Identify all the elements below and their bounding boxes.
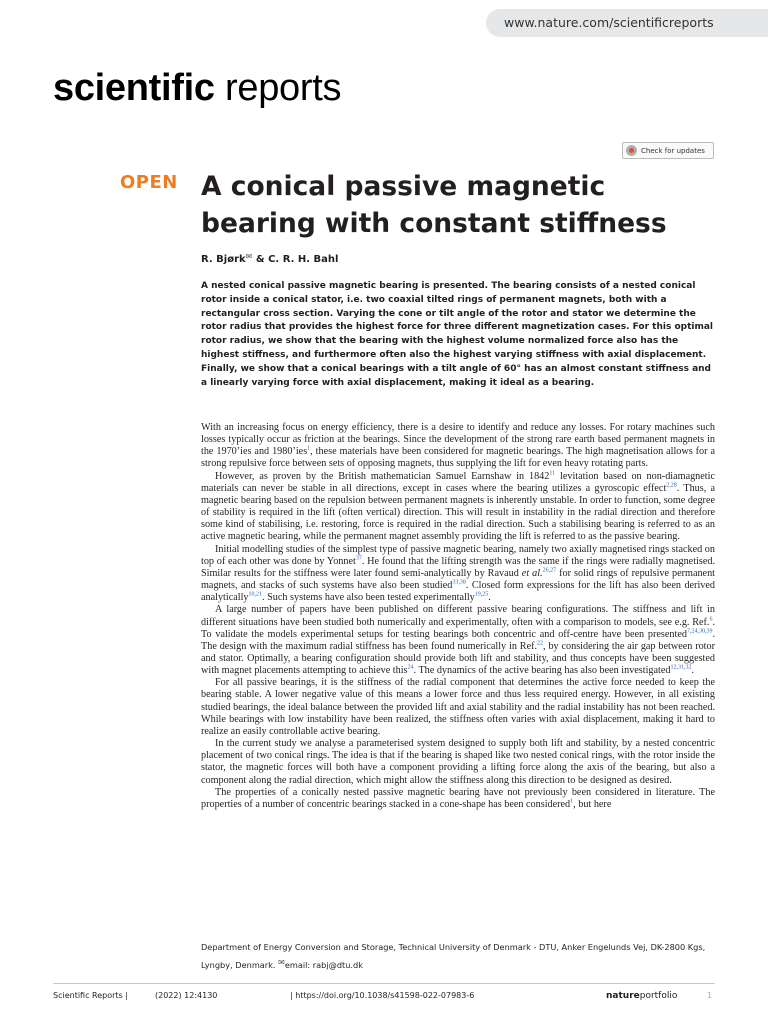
check-for-updates-button[interactable] [622,142,714,159]
paragraph-6: In the current study we analyse a parameterised system designed to supply both lift and stability, by a nested concentric placement of two conical rings. The idea is that if the bearing is shaped like two nested conical rings, with the rotor inside the stator, the magnetic forces will both have a component providing a lifting force along the axis of the bearing, but also a component along the radial direction, which might allow the stiffness along this direction to be designed as desired. [201,738,715,786]
author-1[interactable]: R. Bjørk [201,254,246,265]
paragraph-3: Initial modelling studies of the simplest type of passive magnetic bearing, namely two axially magnetised rings stacked on top of each other was done by Yonnet$^{37}$. He found that the lifting strength was the same if the rings were radially magnetised. Similar results for the stiffness were later found semi-analytically by Ravaud et al.$^{26,27}$ for solid rings of repulsive permanent magnets, and stacks of such systems have also been studied$^{33,38}$. Closed form expressions for the lift has also been derived analytically$^{10,21}$. Such systems have also been tested experimentally$^{19,25}$. [201,543,716,604]
footer-volume: (2022) 12:4130 [155,991,218,1000]
paragraph-5: For all passive bearings, it is the stiffness of the radial component that determines the active force needed to keep the bearing stable. A lower negative value of this means a lower force and thus less required energy. However, in all existing studied bearings, the ideal balance between the provided lift and axial stability and the radial instability has not been reached. While bearings with low instability have been realized, the stiffness often varies with axial displacement, making it hard to realize an easily controllable active bearing. [201,677,715,737]
abstract: A nested conical passive magnetic bearing is presented. The bearing consists of a nested conical rotor inside a conical stator, i.e. two coaxial tilted rings of permanent magnets, both with a rectangular cross section. Varying the cone or tilt angle of the rotor and stator we determine the rotor radius that provides the highest force for three different magnetization cases. For this optimal rotor radius, we show that the bearing with the highest volume normalized force also has the highest stiffness, and furthermore often also the highest varying stiffness with axial displacement. Finally, we show that a conical bearings with a tilt angle of 60° has an almost constant stiffness and a linearly varying force with axial displacement, making it ideal as a bearing. [201,281,714,388]
open-access-badge: OPEN [120,172,178,193]
check-updates-label: Check for updates [641,146,705,155]
mail-icon: ✉ [278,958,285,967]
citation-link[interactable]: 1 [307,445,311,452]
footer-divider [53,983,715,984]
masthead-light: reports [225,67,342,109]
journal-masthead [53,62,341,114]
author-2[interactable]: C. R. H. Bahl [268,254,339,265]
citation-link[interactable]: 10,21 [248,591,263,598]
mail-icon[interactable]: ✉ [245,252,253,261]
author-separator: & [255,254,265,265]
citation-link[interactable]: 12,31,32 [670,664,692,671]
citation-link[interactable]: 22 [537,640,544,647]
updates-icon [626,145,637,156]
article-title: A conical passive magnetic bearing with constant stiffness [201,171,667,239]
citation-link[interactable]: 11 [549,470,556,477]
citation-link[interactable]: 19,25 [474,591,489,598]
journal-url[interactable]: www.nature.com/scientificreports [504,15,714,30]
paragraph-1: With an increasing focus on energy efficiency, there is a desire to identify and reduce any losses. For rotary machines such losses typically occur as friction at the bearings. Since the development of the strong rare earth based permanent magnets in the 1970’ies and 1980’ies$^1$, these materials have been considered for magnetic bearings. The high magnetisation allows for a strong repulsive force between sets of opposing magnets, thus supplying the lift for even heavy rotating parts. [201,422,715,470]
page-number: 1 [707,991,713,1000]
article-body [201,422,715,811]
corresponding-email[interactable]: email: rabj@dtu.dk [284,960,363,970]
publisher-logo: natureportfolio [606,991,678,1001]
footer-doi-link[interactable]: | https://doi.org/10.1038/s41598-022-07983-6 [290,991,475,1000]
citation-link[interactable]: 6 [709,616,713,623]
citation-link[interactable]: 24 [407,664,414,671]
footer-journal: Scientific Reports | [53,991,128,1000]
citation-link[interactable]: 2,28 [666,482,677,489]
citation-link[interactable]: 37 [355,555,362,562]
paragraph-7: The properties of a conically nested passive magnetic bearing have not previously been considered in literature. The properties of a number of concentric bearings stacked in a cone-shape has been considered$^1$, but here [201,786,715,810]
citation-link[interactable]: 33,38 [452,579,466,586]
paragraph-2: However, as proven by the British mathematician Samuel Earnshaw in 1842$^{11}$ levitation based on non-diamagnetic materials can never be stable in all directions, except in cases where the bearing utilizes a gyroscopic effect$^{2,28}$. Thus, a magnetic bearing based on the repulsion between permanent magnets is inherently unstable. In order to function, some degree of stability is required in the lift (often vertical) direction. This will result in instability in the radial direction and therefore some kind of stabilising, i.e. restoring, force is required in the radial direction. Such a stabilising bearing is referred to as an active magnetic bearing, while the permanent magnet assembly providing the lift is referred to as the passive bearing. [201,470,715,543]
author-list [201,252,338,265]
journal-url-bar [486,9,768,37]
masthead-bold: scientific [53,67,215,109]
affiliation: Department of Energy Conversion and Storage, Technical University of Denmark - DTU, Anker Engelunds Vej, DK-2800 Kgs, Lyngby, Denmark. ✉email: rabj@dtu.dk [201,942,706,970]
citation-link[interactable]: 7,24,30,39 [686,628,713,635]
citation-link[interactable]: 26,27 [542,567,557,574]
citation-link[interactable]: 1 [570,798,574,805]
paragraph-4: A large number of papers have been published on different passive bearing configurations. The stiffness and lift in different situations have been studied both numerically and experimentally, often with a comparison to models, see e.g. Ref.$^6$. To validate the models experimental setups for testing bearings both concentric and off-centre have been presented$^{7,24,30,39}$. The design with the maximum radial stiffness has been found numerically in Ref.$^{22}$, by considering the air gap between rotor and stator. Optimally, a bearing configuration should provide both lift and stability, and thus concepts have been suggested with magnet placements attempting to achieve this$^{24}$. The dynamics of the active bearing has also been investigated$^{12,31,32}$. [201,604,715,677]
